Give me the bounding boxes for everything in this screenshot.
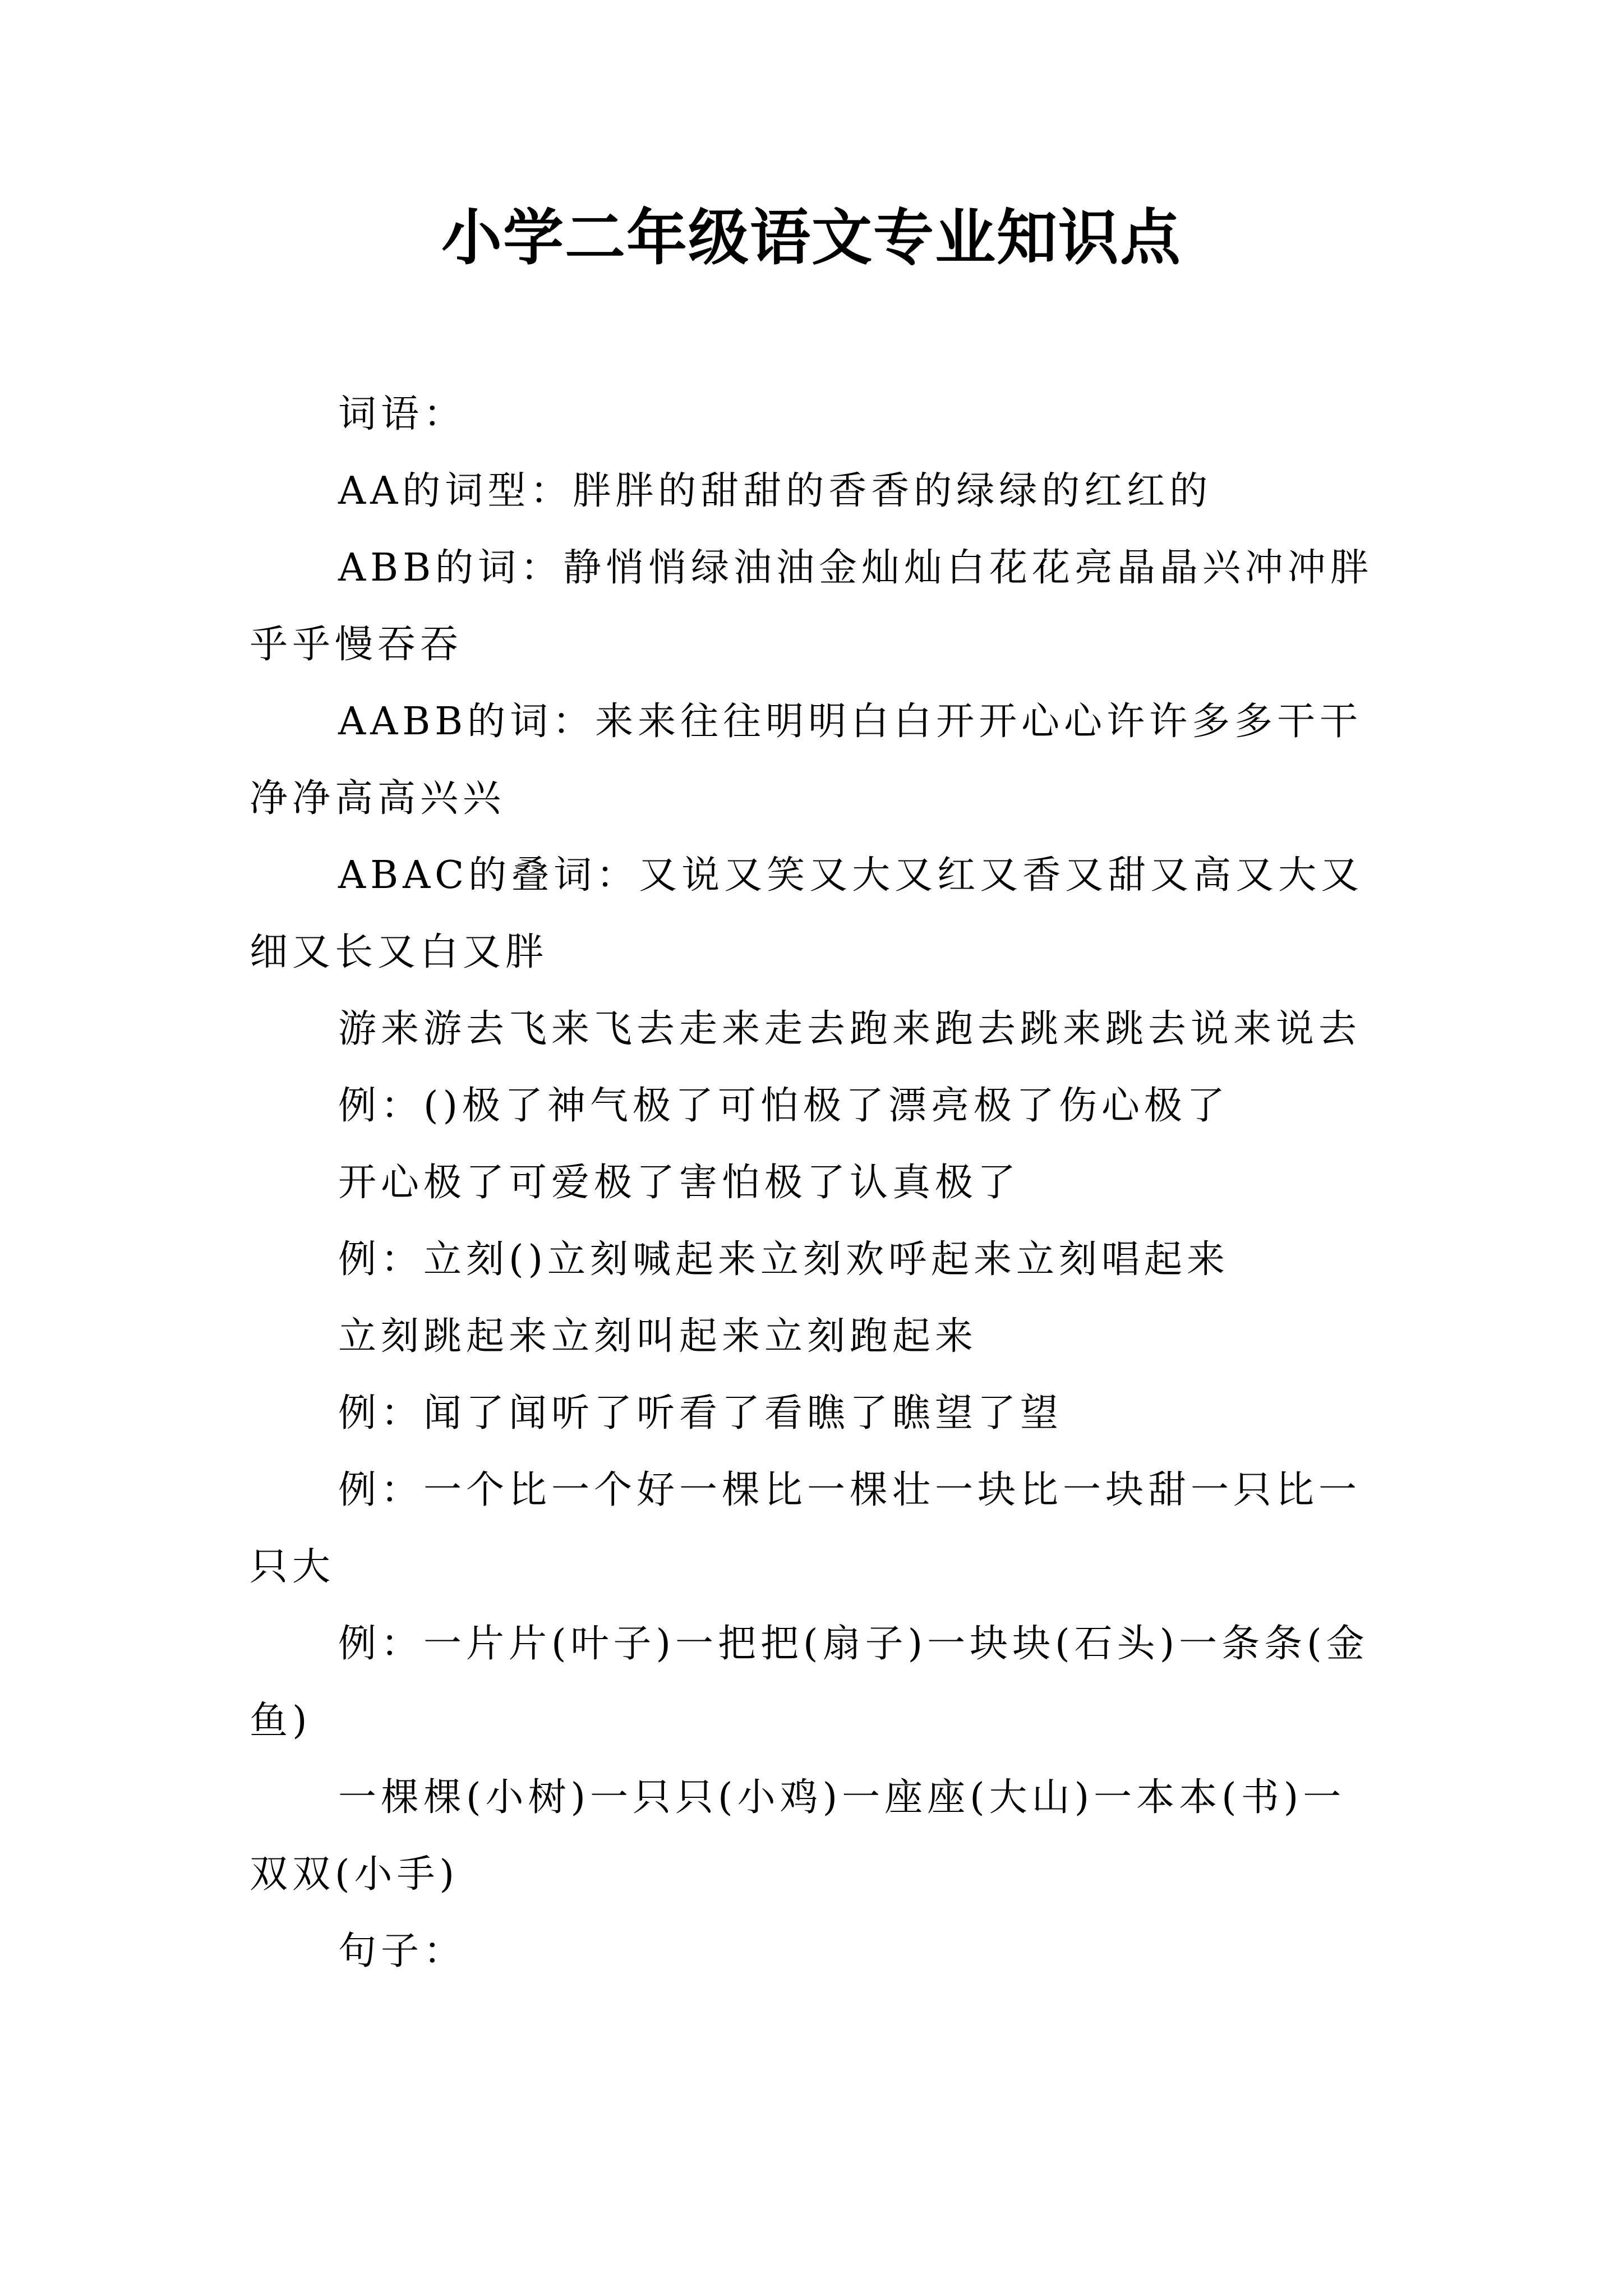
section-heading-sentences: 句子： <box>338 1929 467 1973</box>
paragraph-immediately-continued: 立刻跳起来立刻叫起来立刻跑起来 <box>338 1314 978 1359</box>
paragraph-example-immediately: 例：立刻()立刻喊起来立刻欢呼起来立刻唱起来 <box>338 1237 1230 1282</box>
paragraph-extremely-continued: 开心极了可爱极了害怕极了认真极了 <box>338 1161 1021 1205</box>
paragraph-example-extremely: 例：()极了神气极了可怕极了漂亮极了伤心极了 <box>338 1084 1230 1128</box>
document-body <box>250 376 1388 1990</box>
paragraph-example-verb-reduplication: 例：闻了闻听了听看了看瞧了瞧望了望 <box>338 1391 1063 1435</box>
document-title: 小学二年级语文专业知识点 <box>441 203 1182 273</box>
paragraph-example-measure-words: 例：一片片(叶子)一把把(扇子)一块块(石头)一条条(金鱼) <box>250 1622 1369 1743</box>
paragraph-aa-words: AA的词型：胖胖的甜甜的香香的绿绿的红红的 <box>338 469 1212 513</box>
paragraph-example-comparison: 例：一个比一个好一棵比一棵壮一块比一块甜一只比一只大 <box>250 1468 1362 1589</box>
paragraph-measure-words-continued: 一棵棵(小树)一只只(小鸡)一座座(大山)一本本(书)一双双(小手) <box>250 1775 1346 1897</box>
section-heading-words: 词语： <box>338 392 467 436</box>
paragraph-come-go-words: 游来游去飞来飞去走来走去跑来跑去跳来跳去说来说去 <box>338 1007 1362 1051</box>
paragraph-abb-words: ABB的词：静悄悄绿油油金灿灿白花花亮晶晶兴冲冲胖乎乎慢吞吞 <box>250 546 1373 667</box>
paragraph-abac-words: ABAC的叠词：又说又笑又大又红又香又甜又高又大又细又长又白又胖 <box>250 853 1364 974</box>
paragraph-aabb-words: AABB的词：来来往往明明白白开开心心许许多多干干净净高高兴兴 <box>250 700 1363 821</box>
